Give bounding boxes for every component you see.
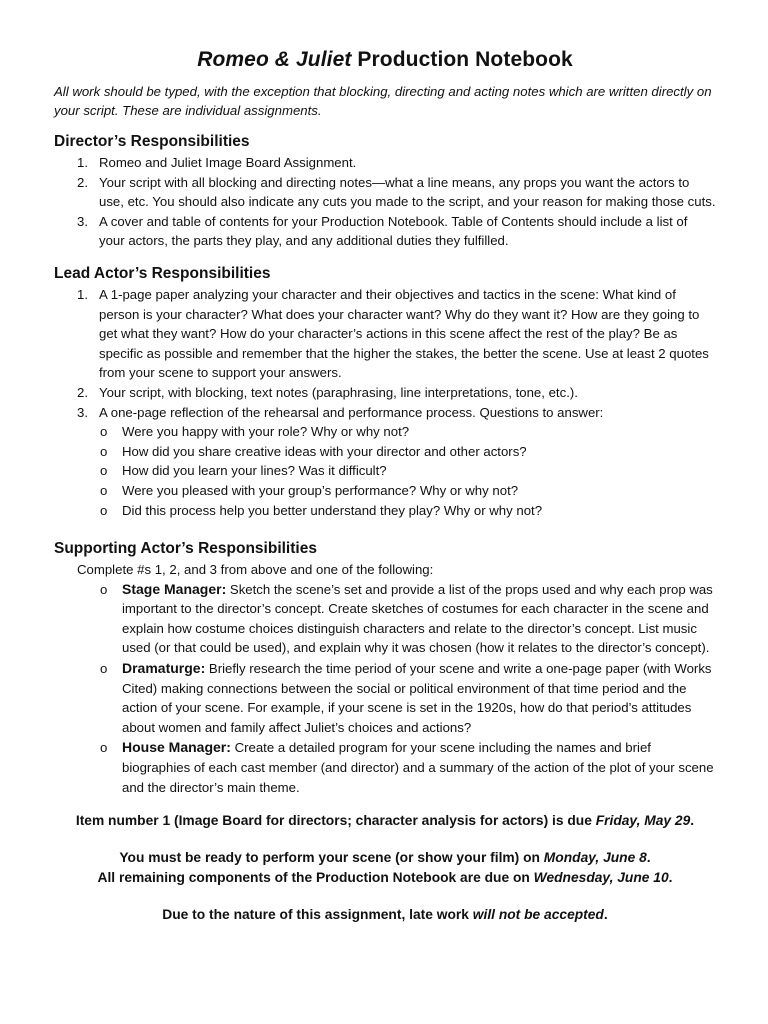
- bullet-icon: o: [100, 443, 108, 459]
- bullet-icon: o: [100, 502, 108, 518]
- lead-list: [54, 285, 716, 422]
- item-number: 2.: [77, 384, 88, 400]
- director-heading: Director’s Responsibilities: [54, 133, 250, 150]
- due-date: Monday, June 8: [543, 850, 647, 866]
- due-text: Due to the nature of this assignment, late work: [162, 907, 473, 923]
- role-text: Sketch the scene’s set and provide a list of the props used and why each prop was important to the director’s concept. Create sketches of costumes for each character in the scene and explain how costume choices distinguish characters and relate to the director’s concept. List music used (or that could be used), and explain why it was chosen (how it relates to the director’s concept).: [122, 581, 713, 656]
- list-item: [54, 383, 716, 403]
- late-work-policy: [54, 905, 716, 925]
- due-date: Friday, May 29: [595, 813, 691, 829]
- item-text: Romeo and Juliet Image Board Assignment.: [99, 155, 357, 170]
- item-text: A cover and table of contents for your Production Notebook. Table of Contents should include a list of your actors, the parts they play, and any additional duties they fulfilled.: [99, 213, 688, 249]
- item-number: 1.: [77, 286, 88, 302]
- item-number: 3.: [77, 213, 88, 229]
- role-text: Create a detailed program for your scene including the names and brief biographies of each cast member (and director) and a summary of the action of the plot of your scene and the director’s main theme.: [122, 740, 714, 795]
- intro-paragraph: All work should be typed, with the exception that blocking, directing and acting notes which are written directly on your script. These are individual assignments.: [54, 84, 712, 118]
- bullet-icon: o: [100, 482, 108, 498]
- page-title: [54, 48, 716, 72]
- due-punct: .: [690, 813, 695, 829]
- question-text: Were you happy with your role? Why or why not?: [122, 424, 410, 440]
- item-number: 2.: [77, 174, 88, 190]
- role-title: Stage Manager:: [122, 580, 227, 597]
- supporting-roles: [54, 580, 716, 798]
- due-text: Item number 1 (Image Board for directors; character analysis for actors) is due: [75, 813, 596, 829]
- question-item: [54, 481, 716, 501]
- title-italic: Romeo & Juliet: [197, 48, 352, 71]
- item-text: A 1-page paper analyzing your character and their objectives and tactics in the scene: What kind of person is your character? What does your character want? Why do they want it? How are they going to get what they want? How do your character’s actions in this scene affect the rest of the play? Be as specific as possible and remember that the higher the stakes, the better the scene. Use at least 2 quotes from your scene to support your answers.: [99, 286, 709, 381]
- reflection-questions: [54, 422, 716, 520]
- role-title: House Manager:: [122, 739, 231, 756]
- performance-date: [54, 848, 716, 868]
- due-punct: .: [668, 870, 673, 886]
- list-item: [54, 153, 716, 173]
- item-text: Your script with all blocking and directing notes—what a line means, any props you want the actors to use, etc. You should also indicate any cuts you made to the script, and your reason for making those cuts.: [99, 174, 716, 210]
- due-date: Wednesday, June 10: [533, 870, 669, 886]
- item-text: A one-page reflection of the rehearsal and performance process. Questions to answer:: [99, 404, 604, 420]
- list-item: [54, 212, 716, 251]
- due-date-item-1: [54, 811, 716, 831]
- supporting-section: [54, 540, 716, 797]
- due-punct: .: [603, 907, 608, 923]
- question-text: Did this process help you better understand they play? Why or why not?: [122, 502, 543, 518]
- bullet-icon: o: [100, 740, 108, 756]
- bullet-icon: o: [100, 463, 108, 479]
- list-item: [54, 403, 716, 423]
- due-punct: .: [646, 850, 651, 866]
- role-text: Briefly research the time period of your scene and write a one-page paper (with Works Cited) making connections between the social or political environment of that time period and the action of your scene. For example, if your scene is set in the 1920s, how do that period’s attitudes about women and family affect Juliet’s choices and actions?: [122, 661, 712, 735]
- role-title: Dramaturge:: [122, 660, 206, 677]
- role-item-dramaturge: [54, 659, 716, 737]
- question-item: [54, 501, 716, 521]
- supporting-heading: Supporting Actor’s Responsibilities: [54, 540, 317, 558]
- item-number: 1.: [77, 155, 88, 170]
- question-item: [54, 461, 716, 481]
- list-item: [54, 285, 716, 383]
- question-text: Were you pleased with your group’s performance? Why or why not?: [122, 482, 519, 498]
- bullet-icon: o: [100, 424, 108, 440]
- supporting-intro: Complete #s 1, 2, and 3 from above and one of the following:: [77, 562, 434, 578]
- title-rest: Production Notebook: [351, 48, 573, 71]
- question-text: How did you share creative ideas with your director and other actors?: [122, 443, 527, 459]
- list-item: [54, 173, 716, 212]
- question-item: [54, 442, 716, 462]
- emphasis-text: will not be accepted: [472, 907, 604, 923]
- role-item-stage-manager: [54, 580, 716, 658]
- bullet-icon: o: [100, 661, 108, 677]
- item-text: Your script, with blocking, text notes (paraphrasing, line interpretations, tone, etc.).: [99, 384, 578, 400]
- lead-section: [54, 265, 716, 520]
- item-number: 3.: [77, 404, 88, 420]
- due-text: You must be ready to perform your scene (or show your film) on: [119, 850, 544, 866]
- notebook-due-date: [54, 868, 716, 888]
- role-item-house-manager: [54, 738, 716, 797]
- director-list: [54, 153, 716, 251]
- question-item: [54, 422, 716, 442]
- bullet-icon: o: [100, 581, 108, 597]
- lead-heading: Lead Actor’s Responsibilities: [54, 264, 271, 282]
- question-text: How did you learn your lines? Was it difficult?: [122, 463, 387, 479]
- due-text: All remaining components of the Production Notebook are due on: [97, 870, 534, 886]
- director-section: [54, 133, 716, 251]
